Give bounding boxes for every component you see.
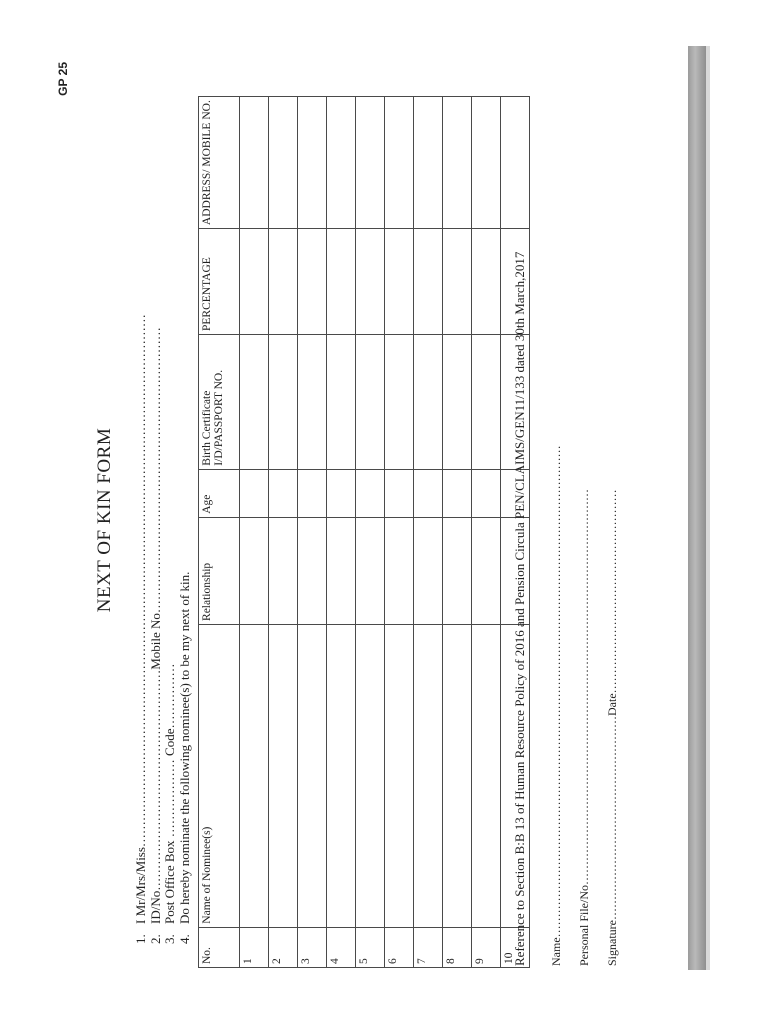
intro-lines xyxy=(134,124,192,944)
cell-relationship[interactable] xyxy=(298,517,327,624)
cell-name[interactable] xyxy=(298,624,327,927)
cell-percentage[interactable] xyxy=(298,229,327,335)
personal-file-field[interactable]: Personal File/No……………………………………………………………………………………… xyxy=(577,489,591,966)
table-row xyxy=(240,97,269,968)
cell-address[interactable] xyxy=(414,97,443,229)
cell-address[interactable] xyxy=(472,97,501,229)
cell-birth-certificate[interactable] xyxy=(327,335,356,470)
scan-edge xyxy=(706,46,710,970)
scan-shadow xyxy=(688,46,706,970)
table-row xyxy=(298,97,327,968)
cell-address[interactable] xyxy=(443,97,472,229)
intro-line-1[interactable]: 1.I Mr/Mrs/Miss…………………………………………………………………………………………………………… xyxy=(133,314,148,944)
cell-address[interactable] xyxy=(240,97,269,229)
cell-birth-certificate[interactable] xyxy=(356,335,385,470)
signature-date-field[interactable]: Signature……………………………………………Date…………………………………………… xyxy=(605,489,619,966)
cell-age[interactable] xyxy=(414,469,443,517)
cell-relationship[interactable] xyxy=(240,517,269,624)
intro-line-3[interactable]: 3.Post Office Box ……………… Code…………… xyxy=(162,663,177,944)
cell-age[interactable] xyxy=(240,469,269,517)
cell-name[interactable] xyxy=(472,624,501,927)
table-row xyxy=(356,97,385,968)
cell-relationship[interactable] xyxy=(356,517,385,624)
signature-block xyxy=(542,66,626,966)
table-row xyxy=(327,97,356,968)
cell-percentage[interactable] xyxy=(269,229,298,335)
row-number: 1 xyxy=(240,927,269,967)
row-number: 3 xyxy=(298,927,327,967)
cell-name[interactable] xyxy=(356,624,385,927)
cell-name[interactable] xyxy=(414,624,443,927)
cell-birth-certificate[interactable] xyxy=(385,335,414,470)
table-row xyxy=(269,97,298,968)
form-code: GP 25 xyxy=(56,62,70,96)
cell-birth-certificate[interactable] xyxy=(298,335,327,470)
row-number: 2 xyxy=(269,927,298,967)
row-number: 5 xyxy=(356,927,385,967)
cell-name[interactable] xyxy=(385,624,414,927)
cell-age[interactable] xyxy=(298,469,327,517)
cell-relationship[interactable] xyxy=(385,517,414,624)
cell-age[interactable] xyxy=(356,469,385,517)
cell-relationship[interactable] xyxy=(443,517,472,624)
form-title: NEXT OF KIN FORM xyxy=(94,427,115,613)
intro-line-4: 4.Do hereby nominate the following nominee(s) to be my next of kin. xyxy=(176,571,192,944)
cell-age[interactable] xyxy=(269,469,298,517)
cell-percentage[interactable] xyxy=(356,229,385,335)
cell-percentage[interactable] xyxy=(472,229,501,335)
cell-name[interactable] xyxy=(327,624,356,927)
cell-birth-certificate[interactable] xyxy=(240,335,269,470)
name-field[interactable]: Name…………………………………………………………………………………………………………… xyxy=(549,445,563,966)
header-percentage: PERCENTAGE xyxy=(199,229,240,335)
header-name: Name of Nominee(s) xyxy=(199,624,240,927)
cell-age[interactable] xyxy=(472,469,501,517)
cell-relationship[interactable] xyxy=(327,517,356,624)
header-address: ADDRESS/ MOBILE NO. xyxy=(199,97,240,229)
cell-percentage[interactable] xyxy=(443,229,472,335)
cell-percentage[interactable] xyxy=(240,229,269,335)
row-number: 6 xyxy=(385,927,414,967)
rotated-form-sheet xyxy=(56,40,684,1000)
cell-birth-certificate[interactable] xyxy=(443,335,472,470)
cell-age[interactable] xyxy=(385,469,414,517)
cell-name[interactable] xyxy=(443,624,472,927)
cell-age[interactable] xyxy=(443,469,472,517)
cell-name[interactable] xyxy=(269,624,298,927)
row-number: 8 xyxy=(443,927,472,967)
header-relationship: Relationship xyxy=(199,517,240,624)
cell-address[interactable] xyxy=(356,97,385,229)
cell-address[interactable] xyxy=(298,97,327,229)
cell-relationship[interactable] xyxy=(414,517,443,624)
cell-address[interactable] xyxy=(327,97,356,229)
cell-percentage[interactable] xyxy=(327,229,356,335)
intro-line-2[interactable]: 2.ID/No……………………………………………Mobile No………………………………………………………… xyxy=(147,327,163,944)
table-row xyxy=(414,97,443,968)
cell-birth-certificate[interactable] xyxy=(472,335,501,470)
cell-address[interactable] xyxy=(269,97,298,229)
cell-percentage[interactable] xyxy=(414,229,443,335)
header-no: No. xyxy=(199,927,240,967)
nominee-table xyxy=(198,96,530,968)
header-age: Age xyxy=(199,469,240,517)
row-number: 7 xyxy=(414,927,443,967)
row-number: 9 xyxy=(472,927,501,967)
cell-address[interactable] xyxy=(385,97,414,229)
cell-relationship[interactable] xyxy=(269,517,298,624)
row-number: 4 xyxy=(327,927,356,967)
cell-percentage[interactable] xyxy=(385,229,414,335)
row-number: 10 xyxy=(501,927,530,967)
header-birth-certificate: Birth Certificate I/D/PASSPORT NO. xyxy=(199,335,240,470)
cell-relationship[interactable] xyxy=(472,517,501,624)
table-header-row xyxy=(199,97,240,968)
table-row xyxy=(443,97,472,968)
cell-age[interactable] xyxy=(327,469,356,517)
table-row xyxy=(472,97,501,968)
cell-name[interactable] xyxy=(240,624,269,927)
table-row xyxy=(385,97,414,968)
cell-birth-certificate[interactable] xyxy=(269,335,298,470)
cell-birth-certificate[interactable] xyxy=(414,335,443,470)
policy-reference: Reference to Section B:B 13 of Human Resource Policy of 2016 and Pension Circula PEN/CLAIMS/GEN11/133 dated 30th March,2017 xyxy=(512,251,527,966)
